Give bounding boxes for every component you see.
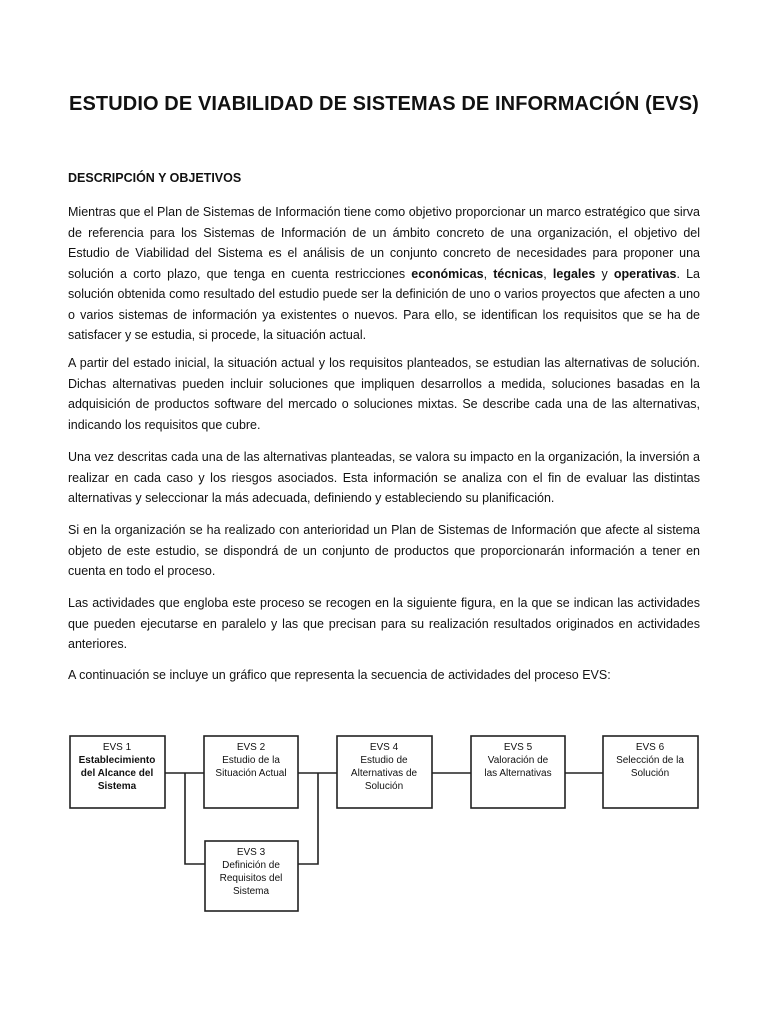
evs1-line-2: del Alcance del (80, 768, 154, 779)
paragraph-6: A continuación se incluye un gráfico que representa la secuencia de actividades del proceso EVS: (68, 668, 611, 682)
separator-2: , (543, 266, 553, 281)
evs2-code: EVS 2 (236, 742, 266, 753)
separator-3: y (595, 266, 614, 281)
evs3-code: EVS 3 (236, 847, 266, 858)
evs3-box (205, 841, 298, 911)
evs-process-diagram (0, 720, 768, 920)
connector-evs1-evs3 (185, 773, 205, 864)
evs3-line-2: Requisitos del (219, 873, 283, 884)
evs2-line-1: Estudio de la (222, 755, 280, 766)
evs1-box (70, 736, 165, 808)
evs4-line-1: Estudio de (360, 755, 408, 766)
evs6-line-2: Solución (630, 768, 670, 779)
evs1-code: EVS 1 (102, 742, 132, 753)
bold-economicas: económicas (411, 266, 484, 281)
paragraph-1 (68, 202, 700, 346)
evs4-line-3: Solución (364, 781, 404, 792)
evs5-line-2: las Alternativas (484, 768, 552, 779)
evs2-line-2: Situación Actual (215, 768, 287, 779)
evs6-box (603, 736, 698, 808)
paragraph-1-text-b: . La solución obtenida como resultado del estudio puede ser la definición de uno o varios proyectos que afecten a uno o varios sistemas de información ya existentes o nuevos. Para ello, se identifican los requisitos que se ha de satisfacer y se estudia, si procede, la situación actual. (68, 266, 700, 342)
evs5-box (471, 736, 565, 808)
bold-legales: legales (552, 266, 596, 281)
evs3-line-3: Sistema (232, 886, 270, 897)
evs4-line-2: Alternativas de (350, 768, 418, 779)
separator-1: , (483, 266, 494, 281)
bold-tecnicas: técnicas (493, 266, 544, 281)
section-heading: DESCRIPCIÓN Y OBJETIVOS (68, 171, 242, 185)
evs4-box (337, 736, 432, 808)
paragraph-4: Si en la organización se ha realizado con anterioridad un Plan de Sistemas de Información que afecte al sistema objeto de este estudio, se dispondrá de un conjunto de productos que proporcionarán información a tener en cuenta en todo el proceso. (68, 523, 700, 578)
evs6-line-1: Selección de la (616, 755, 684, 766)
evs3-line-1: Definición de (222, 860, 280, 871)
paragraph-5: Las actividades que engloba este proceso se recogen en la siguiente figura, en la que se indican las actividades que pueden ejecutarse en paralelo y las que precisan para su realización resultados originados en actividades anteriores. (68, 596, 700, 651)
paragraph-1-text-a: Mientras que el Plan de Sistemas de Información tiene como objetivo proporcionar un marco estratégico que sirva de referencia para los Sistemas de Información de un ámbito concreto de una organización, el objetivo del Estudio de Viabilidad del Sistema es el análisis de un conjunto concreto de necesidades para proponer una solución a corto plazo, que tenga en cuenta restricciones (68, 205, 700, 281)
evs5-code: EVS 5 (503, 742, 533, 753)
evs2-box (204, 736, 298, 808)
evs1-line-3: Sistema (97, 781, 137, 792)
document-title: ESTUDIO DE VIABILIDAD DE SISTEMAS DE INFORMACIÓN (EVS) (69, 93, 699, 115)
evs1-line-1: Establecimiento (78, 755, 156, 766)
connector-evs3-evs4 (298, 773, 318, 864)
paragraph-2: A partir del estado inicial, la situación actual y los requisitos planteados, se estudian las alternativas de solución. Dichas alternativas pueden incluir soluciones que impliquen desarrollos a medida, soluciones basadas en la adquisición de productos software del mercado o soluciones mixtas. Se describe cada una de las alternativas, indicando los requisitos que cubre. (68, 356, 700, 432)
evs4-code: EVS 4 (369, 742, 399, 753)
evs5-line-1: Valoración de (487, 755, 549, 766)
evs6-code: EVS 6 (635, 742, 665, 753)
paragraph-3: Una vez descritas cada una de las alternativas planteadas, se valora su impacto en la organización, la inversión a realizar en cada caso y los riesgos asociados. Esta información se analiza con el fin de evaluar las distintas alternativas y seleccionar la más adecuada, definiendo y estableciendo su planificación. (68, 450, 700, 505)
bold-operativas: operativas (613, 266, 677, 281)
